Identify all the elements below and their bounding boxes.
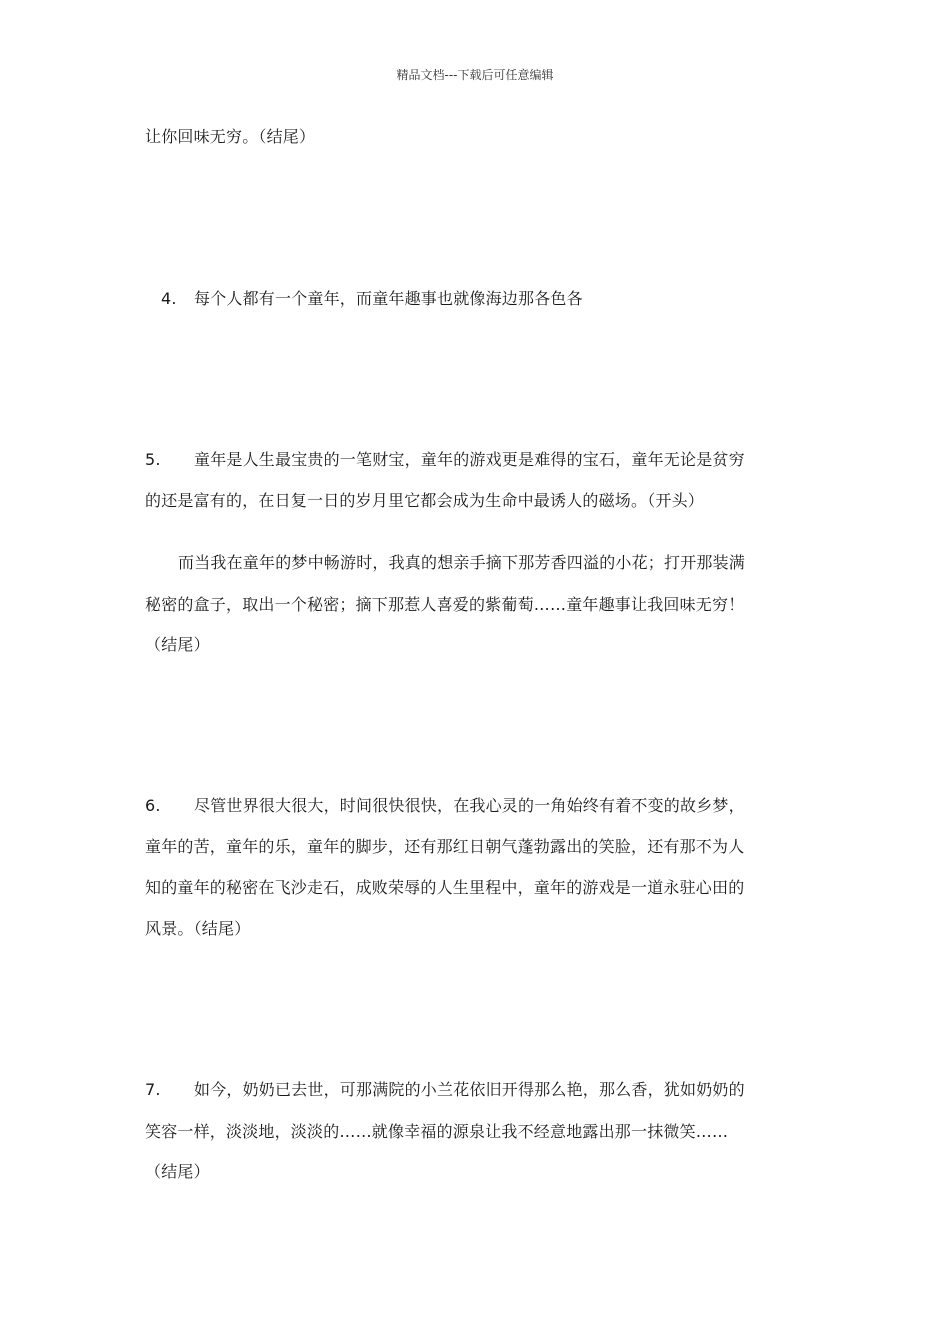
item-text: 童年是人生最宝贵的一笔财宝，童年的游戏更是难得的宝石，童年无论是贫穷 — [194, 450, 745, 469]
text-line: 秘密的盒子，取出一个秘密；摘下那惹人喜爱的紫葡萄……童年趣事让我回味无穷！ — [145, 595, 745, 614]
text-line: 笑容一样，淡淡地，淡淡的……就像幸福的源泉让我不经意地露出那一抹微笑…… — [145, 1122, 729, 1141]
item-number: 4. — [161, 289, 177, 308]
text-line: 而当我在童年的梦中畅游时，我真的想亲手摘下那芳香四溢的小花；打开那装满 — [178, 553, 746, 572]
list-item-7 — [145, 1080, 745, 1100]
item-text: 每个人都有一个童年，而童年趣事也就像海边那各色各 — [194, 289, 583, 308]
text-line: 风景。（结尾） — [145, 919, 251, 938]
item-number: 6. — [145, 796, 161, 815]
item-text: 尽管世界很大很大，时间很快很快，在我心灵的一角始终有着不变的故乡梦， — [194, 796, 745, 815]
list-item-6 — [145, 796, 745, 816]
text-line: 让你回味无穷。（结尾） — [145, 127, 316, 146]
item-number: 5. — [145, 450, 161, 469]
text-line: （结尾） — [145, 635, 210, 654]
list-item-5 — [145, 450, 745, 470]
item-text: 如今，奶奶已去世，可那满院的小兰花依旧开得那么艳，那么香，犹如奶奶的 — [194, 1080, 745, 1099]
list-item-4 — [161, 289, 583, 309]
item-number: 7. — [145, 1080, 161, 1099]
text-line: 童年的苦，童年的乐，童年的脚步，还有那红日朝气蓬勃露出的笑脸，还有那不为人 — [145, 837, 745, 856]
page-header: 精品文档---下载后可任意编辑 — [396, 68, 554, 82]
text-line: 知的童年的秘密在飞沙走石，成败荣辱的人生里程中，童年的游戏是一道永驻心田的 — [145, 878, 745, 897]
text-line: （结尾） — [145, 1162, 210, 1181]
text-line: 的还是富有的，在日复一日的岁月里它都会成为生命中最诱人的磁场。（开头） — [145, 491, 705, 510]
